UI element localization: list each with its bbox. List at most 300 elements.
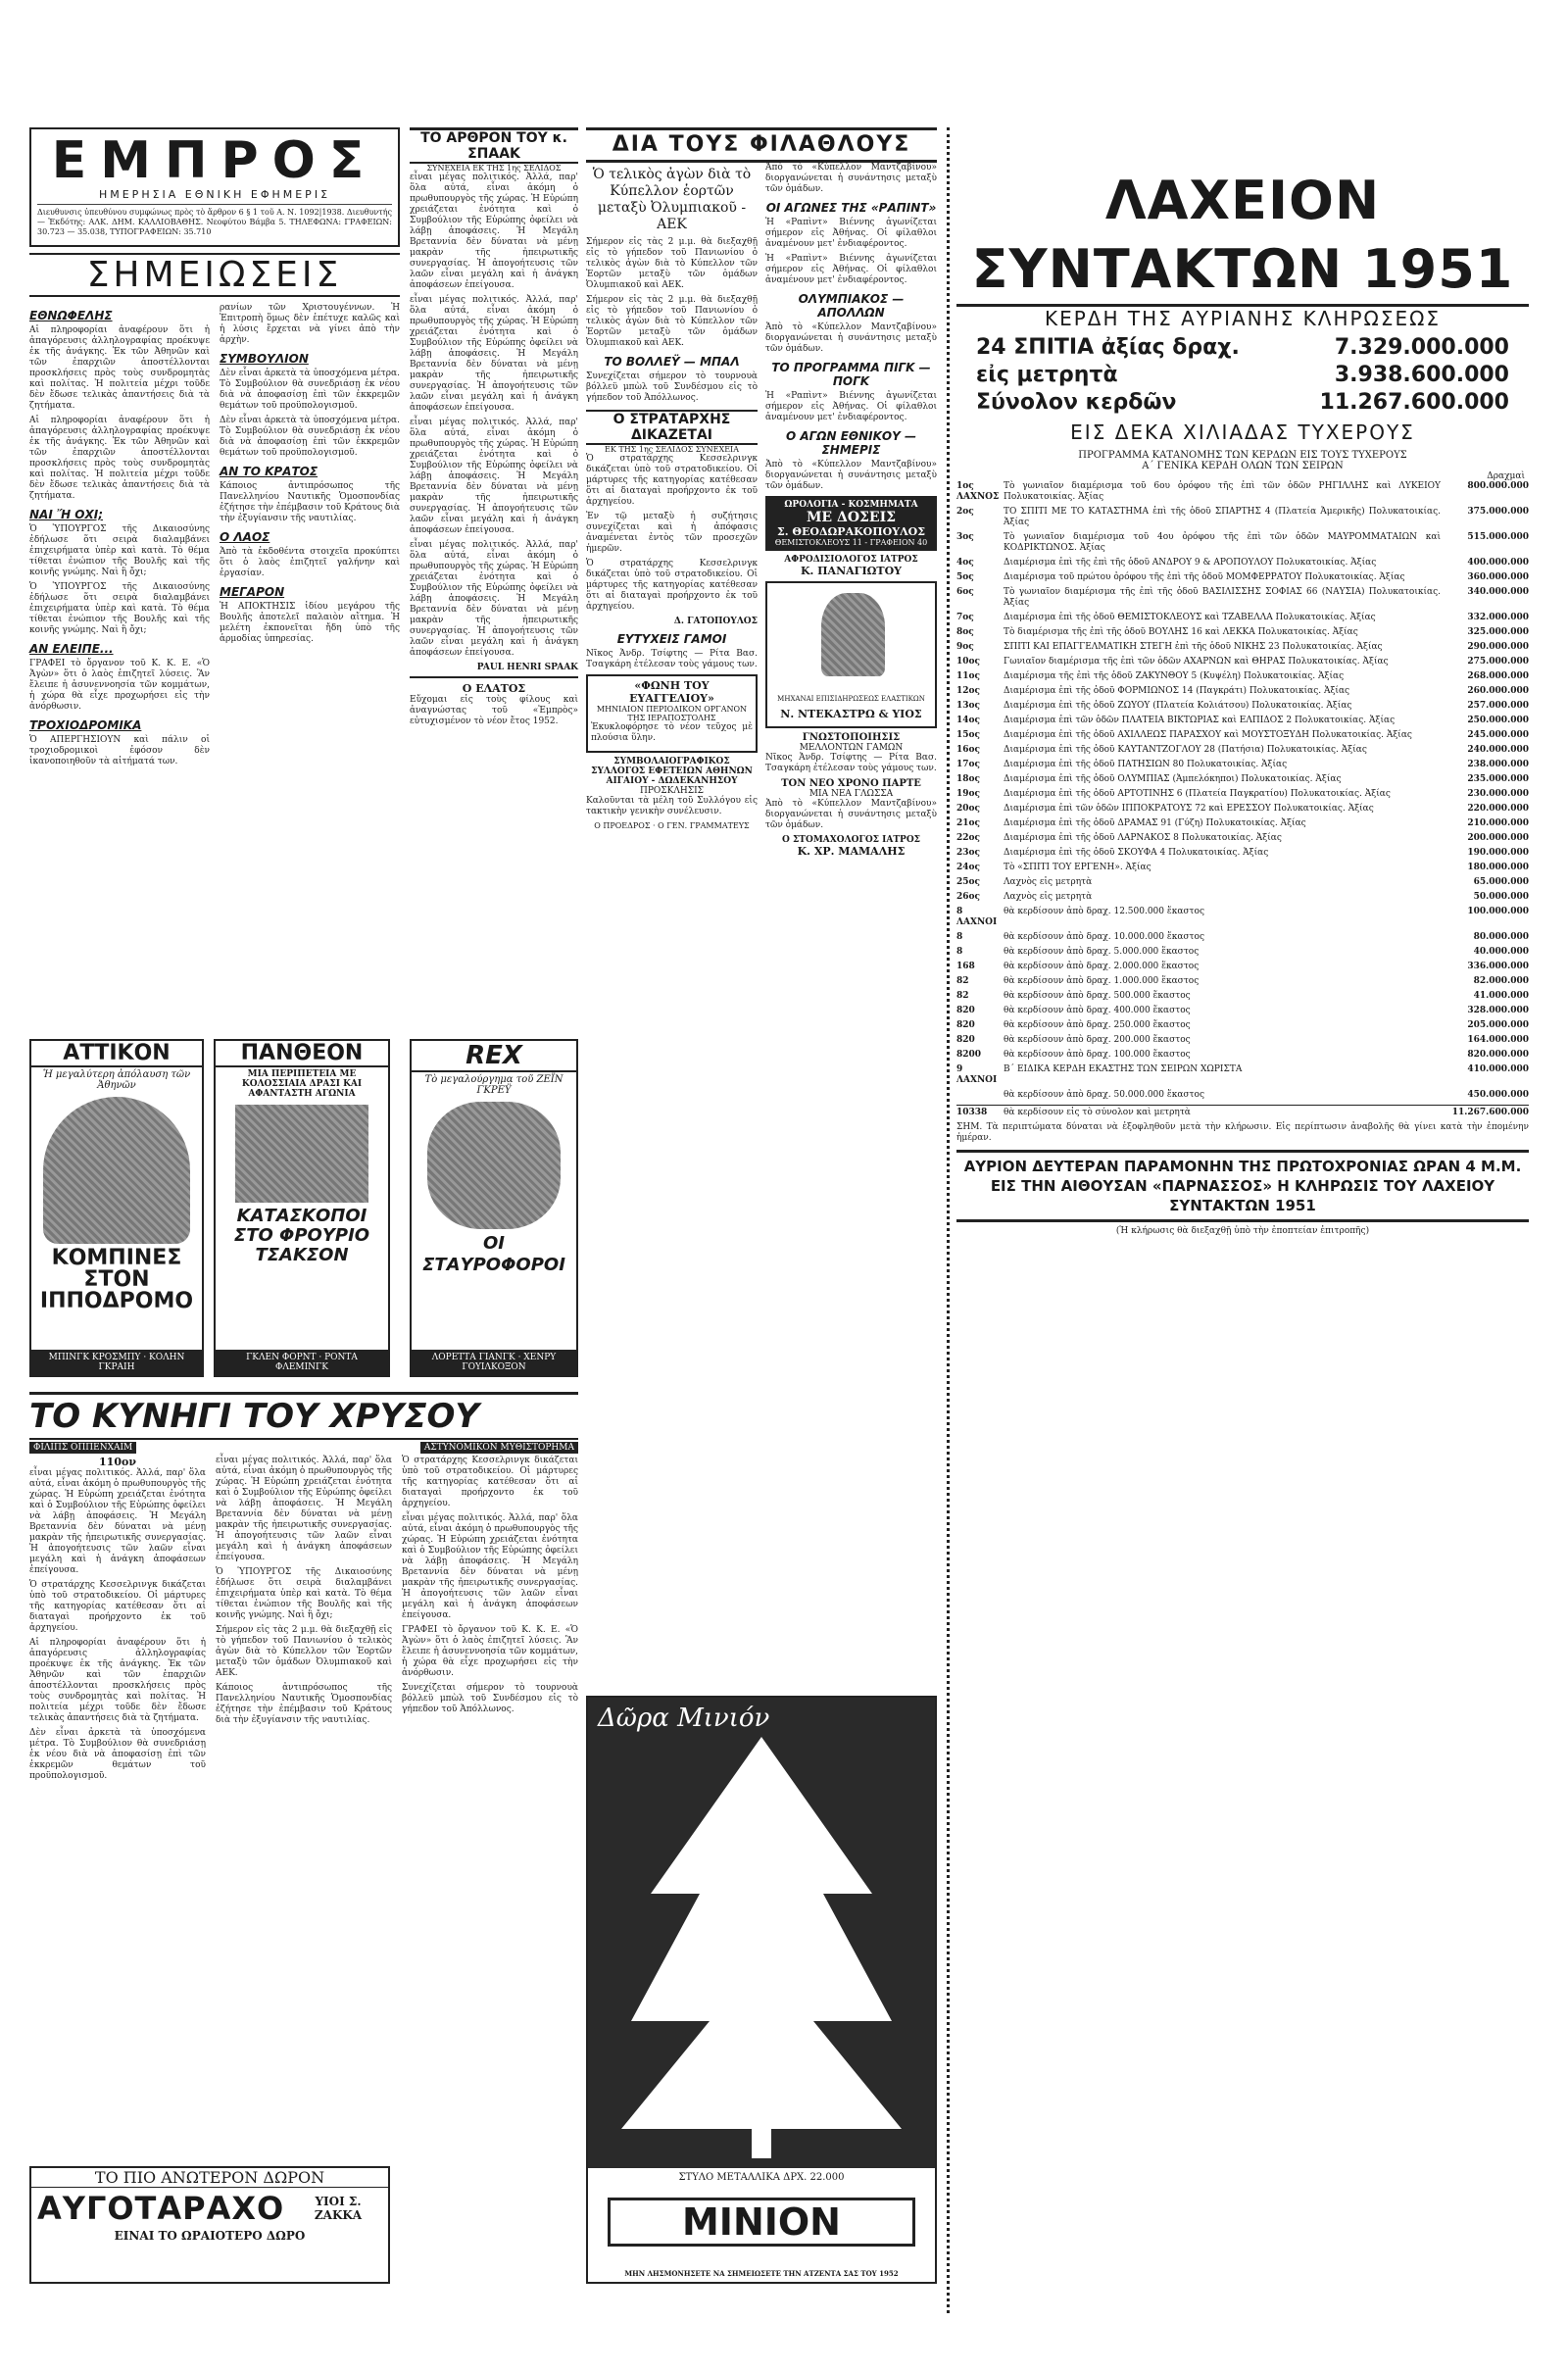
prize-place: 3ος (956, 532, 974, 542)
aygo-top: ΤΟ ΠΙΟ ΑΝΩΤΕΡΟΝ ΔΩΡΟΝ (31, 2168, 388, 2188)
ad-pantheon (214, 1039, 390, 1377)
note-text: Ἀπὸ τὰ ἐκδοθέντα στοιχεῖα προκύπτει ὅτι ὁ λαὸς ἐπιζητεῖ γαλήνην καὶ ἐργασίαν. (220, 547, 400, 578)
prize-place: 11ος (956, 671, 981, 681)
prize-value: 257.000.000 (1467, 701, 1529, 711)
prize-desc: Διαμέρισμα ἐπὶ τῆς ὁδοῦ ΚΑΥΤΑΝΤΖΟΓΛΟΥ 28 (Πατήσια) Πολυκατοικίας. Ἀξίας (1004, 745, 1367, 755)
prize-place: 820 (956, 1035, 975, 1045)
prize-value: 340.000.000 (1467, 587, 1529, 597)
summary-value: 3.938.600.000 (1334, 363, 1509, 387)
prize-row (956, 701, 1529, 712)
prize-list (956, 481, 1529, 1101)
prize-row (956, 745, 1529, 756)
serial-novel (29, 1392, 578, 1786)
note-title: ΜΕΓΑΡΟΝ (220, 585, 285, 599)
aygo-bottom: ΕΙΝΑΙ ΤΟ ΩΡΑΙΟΤΕΡΟ ΔΩΡΟ (114, 2229, 306, 2243)
tire-ad-l2: Ν. ΝΤΕΚΑΣΤΡΩ & ΥΙΟΣ (780, 708, 922, 720)
prize-row (956, 833, 1529, 844)
notice-text: Νῖκος Ἀνδρ. Τσίφτης — Ρίτα Βασ. Τσαγκάρη ἐτέλεσαν τοὺς γάμους των. (765, 753, 937, 773)
total-label: 10338 (956, 1108, 988, 1117)
prize-place: 820 (956, 1006, 975, 1015)
watches-l1: ΩΡΟΛΟΓΙΑ - ΚΟΣΜΗΜΑΤΑ (784, 500, 918, 510)
elatos-title: Ο ΕΛΑΤΟΣ (462, 682, 526, 695)
prize-value: 235.000.000 (1467, 774, 1529, 784)
summary-line (976, 334, 1509, 362)
attikon-stars: ΜΠΙΝΓΚ ΚΡΟΣΜΠΥ · ΚΟΛΗΝ ΓΚΡΑΙΗ (31, 1350, 202, 1375)
total-value: 11.267.600.000 (1451, 1108, 1529, 1117)
note-text: Αἱ πληροφορίαι ἀναφέρουν ὅτι ἡ ἀπαγόρευσις ἀλληλογραφίας προέκυψε ἐκ τῆς ἀνάγκης. Ἐκ τῶν Ἀθηνῶν καὶ τῶν ἐπαρχιῶν ἀποστέλλονται προσκλήσεις πρὸς τοὺς συνδρομητὰς καὶ πολίτας. Ἡ πολιτεία μέχρι τοῦδε δὲν ἔδωσε τελικὰς ἀπαντήσεις διὰ τὰ ζητήματα. (29, 416, 210, 501)
prize-row (956, 760, 1529, 770)
watches-l3: Σ. ΘΕΟΔΩΡΑΚΟΠΟΥΛΟΣ (777, 525, 925, 538)
prize-value: 180.000.000 (1467, 863, 1529, 872)
spaak-text: εἶναι μέγας πολιτικός. Ἀλλά, παρ' ὅλα αὐτά, εἶναι ἀκόμη ὁ πρωθυπουργὸς τῆς χώρας. Ἡ Εὐρώπη χρειάζεται ἑνότητα καὶ ὁ Συμβούλιον τῆς Εὐρώπης ὀφείλει νὰ λάβῃ ἀποφάσεις. Ἡ Μεγάλη Βρεταννία δὲν δύναται νὰ μένῃ μακρὰν τῆς ἠπειρωτικῆς συνεργασίας. Ἡ ἀπογοήτευσις τῶν λαῶν εἶναι μεγάλη καὶ ἡ ἀνάγκη ἀποφάσεων ἐπείγουσα. (410, 540, 578, 658)
prize-desc: Διαμέρισμα ἐπὶ τῆς ἐπὶ τῆς ὁδοῦ ΑΝΔΡΟΥ 9 & ΑΡΟΠΟΥΛΟΥ Πολυκατοικίας. Ἀξίας (1004, 558, 1377, 568)
lottery-column (956, 127, 1529, 1236)
ethnikos-title: Ο ΑΓΩΝ ΕΘΝΙΚΟΥ — ΣΗΜΕΡΙΣ (785, 429, 916, 457)
sports-sub: ΤΟ ΒΟΛΛΕΫ — ΜΠΑΛ (604, 355, 740, 369)
spaak-text: εἶναι μέγας πολιτικός. Ἀλλά, παρ' ὅλα αὐτά, εἶναι ἀκόμη ὁ πρωθυπουργὸς τῆς χώρας. Ἡ Εὐρώπη χρειάζεται ἑνότητα καὶ ὁ Συμβούλιον τῆς Εὐρώπης ὀφείλει νὰ λάβῃ ἀποφάσεις. Ἡ Μεγάλη Βρεταννία δὲν δύναται νὰ μένῃ μακρὰν τῆς ἠπειρωτικῆς συνεργασίας. Ἡ ἀπογοήτευσις τῶν λαῶν εἶναι μεγάλη καὶ ἡ ἀνάγκη ἀποφάσεων ἐπείγουσα. (410, 418, 578, 535)
spaak-heading: ΤΟ ΑΡΘΡΟΝ ΤΟΥ κ. ΣΠΑΑΚ (410, 127, 578, 164)
prize-place: 820 (956, 1020, 975, 1030)
prize-row (956, 1006, 1529, 1016)
sports-lead: Ὁ τελικὸς ἀγὼν διὰ τὸ Κύπελλον ἑορτῶν μεταξὺ Ὀλυμπιακοῦ - ΑΕΚ (592, 167, 752, 232)
prize-desc: Τὸ γωνιαῖον διαμέρισμα τοῦ 6ου ὀρόφου τῆς ἐπὶ τῶν ὁδῶν ΡΗΓΙΛΛΗΣ καὶ ΛΥΚΕΙΟΥ Πολυκατοικίας. Ἀξίας (1004, 481, 1441, 502)
prize-row (956, 1090, 1529, 1101)
serial-text: Συνεχίζεται σήμερον τὸ τουρνουὰ βόλλεϋ μπὼλ τοῦ Συνδέσμου εἰς τὸ γήπεδον τοῦ Ἀπόλλωνος. (402, 1683, 578, 1714)
prize-value: 450.000.000 (1467, 1090, 1529, 1100)
serial-text: εἶναι μέγας πολιτικός. Ἀλλά, παρ' ὅλα αὐτά, εἶναι ἀκόμη ὁ πρωθυπουργὸς τῆς χώρας. Ἡ Εὐρώπη χρειάζεται ἑνότητα καὶ ὁ Συμβούλιον τῆς Εὐρώπης ὀφείλει νὰ λάβῃ ἀποφάσεις. Ἡ Μεγάλη Βρεταννία δὲν δύναται νὰ μένῃ μακρὰν τῆς ἠπειρωτικῆς συνεργασίας. Ἡ ἀπογοήτευσις τῶν λαῶν εἶναι μεγάλη καὶ ἡ ἀνάγκη ἀποφάσεων ἐπείγουσα. (29, 1468, 206, 1575)
prize-value: 260.000.000 (1467, 686, 1529, 696)
lottery-sub: ΚΕΡΔΗ ΤΗΣ ΑΥΡΙΑΝΗΣ ΚΛΗΡΩΣΕΩΣ (1044, 307, 1442, 330)
prize-place: 19ος (956, 789, 981, 799)
prize-place: 4ος (956, 558, 974, 568)
prize-place: 82 (956, 976, 969, 986)
note-title: ΕΘΝΩΦΕΛΗΣ (29, 309, 113, 322)
prize-row (956, 532, 1529, 554)
prize-desc: Τὸ «ΣΠΙΤΙ ΤΟΥ ΕΡΓΕΝΗ». Ἀξίας (1004, 863, 1152, 872)
prize-desc: θὰ κερδίσουν ἀπὸ δραχ. 100.000 ἕκαστος (1004, 1050, 1191, 1060)
prize-desc: Διαμέρισμα ἐπὶ τῆς ὁδοῦ ΑΧΙΛΛΕΩΣ ΠΑΡΑΣΧΟΥ καὶ ΜΟΥΣΤΟΞΥΔΗ Πολυκατοικίας. Ἀξίας (1004, 730, 1412, 740)
prize-row (956, 642, 1529, 653)
prize-place: 14ος (956, 716, 981, 725)
prize-row (956, 947, 1529, 958)
prize-place: 20ος (956, 804, 981, 814)
prize-desc: Διαμέρισμα ἐπὶ τῆς ὁδοῦ ΛΑΡΝΑΚΟΣ 8 Πολυκατοικίας. Ἀξίας (1004, 833, 1282, 843)
prize-place: 8 (956, 932, 963, 942)
notes-col-a (29, 303, 210, 771)
prize-row (956, 481, 1529, 503)
note-title: ΤΡΟΧΙΟΔΡΟΜΙΚΑ (29, 718, 142, 732)
doctor2-name: Κ. ΧΡ. ΜΑΜΑΛΗΣ (797, 845, 906, 858)
language-title: ΤΟΝ ΝΕΟ ΧΡΟΝΟ ΠΑΡΤΕ (781, 778, 921, 789)
prize-place: 21ος (956, 818, 981, 828)
weddings-title: ΕΥΤΥΧΕΙΣ ΓΑΜΟΙ (616, 632, 727, 646)
prize-desc: Τὸ γωνιαῖον διαμέρισμα τοῦ 4ου ὀρόφου τῆς ἐπὶ τῶν ὁδῶν ΜΑΥΡΟΜΜΑΤΑΙΩΝ καὶ ΚΟΔΡΙΚΤΩΝΟΣ. Ἀξίας (1004, 532, 1441, 553)
prize-place: 82 (956, 991, 969, 1001)
prize-desc: Διαμέρισμα τοῦ πρώτου ὀρόφου τῆς ἐπὶ τῆς ὁδοῦ ΜΟΜΦΕΡΡΑΤΟΥ Πολυκατοικίας. Ἀξίας (1004, 572, 1405, 582)
lottery-prog2: Α΄ ΓΕΝΙΚΑ ΚΕΡΔΗ ΟΛΩΝ ΤΩΝ ΣΕΙΡΩΝ (1142, 461, 1344, 471)
prize-place: 13ος (956, 701, 981, 711)
prize-row (956, 962, 1529, 972)
prize-desc: θὰ κερδίσουν ἀπὸ δραχ. 12.500.000 ἕκαστος (1004, 907, 1204, 916)
prize-value: 332.000.000 (1467, 613, 1529, 622)
rex-photo (427, 1102, 561, 1229)
prize-row (956, 730, 1529, 741)
ad-aygotaraxo (29, 2166, 390, 2284)
lottery-foot: (Ἡ κλήρωσις θὰ διεξαχθῇ ὑπὸ τὴν ἐποπτείαν ἐπιτροπῆς) (1115, 1226, 1370, 1236)
serial-text: Ὁ στρατάρχης Κεσσελρινγκ δικάζεται ὑπὸ τοῦ στρατοδικείου. Οἱ μάρτυρες τῆς κατηγορίας κατέθεσαν ὅτι αἱ διαταγαὶ προήρχοντο ἐκ τοῦ ἀρχηγείου. (402, 1456, 578, 1508)
minion-title: Δῶρα Μινιόν (598, 1704, 770, 1733)
lottery-prog: ΠΡΟΓΡΑΜΜΑ ΚΑΤΑΝΟΜΗΣ ΤΩΝ ΚΕΡΔΩΝ ΕΙΣ ΤΟΥΣ ΤΥΧΕΡΟΥΣ (1078, 450, 1407, 461)
prize-place: 8ος (956, 627, 974, 637)
summary-line (976, 362, 1509, 389)
notaries-title: ΣΥΜΒΟΛΑΙΟΓΡΑΦΙΚΟΣ ΣΥΛΛΟΓΟΣ ΕΦΕΤΕΙΩΝ ΑΘΗΝΩΝ ΑΙΓΑΙΟΥ - ΔΩΔΕΚΑΝΗΣΟΥ (591, 757, 753, 786)
prize-value: 40.000.000 (1473, 947, 1529, 957)
prize-desc: Β΄ ΕΙΔΙΚΑ ΚΕΡΔΗ ΕΚΑΣΤΗΣ ΤΩΝ ΣΕΙΡΩΝ ΧΩΡΙΣΤΑ (1004, 1064, 1243, 1074)
marshal-text: Ὁ στρατάρχης Κεσσελρινγκ δικάζεται ὑπὸ τοῦ στρατοδικείου. Οἱ μάρτυρες τῆς κατηγορίας κατέθεσαν ὅτι αἱ διαταγαὶ προήρχοντο ἐκ τοῦ ἀρχηγείου. (586, 559, 758, 612)
prize-desc: Διαμέρισμα ἐπὶ τῆς ὁδοῦ ΘΕΜΙΣΤΟΚΛΕΟΥΣ καὶ ΤΖΑΒΕΛΛΑ Πολυκατοικίας. Ἀξίας (1004, 613, 1376, 622)
prize-place: 9 ΛΑΧΝΟΙ (956, 1064, 998, 1085)
doctor2-title: Ο ΣΤΟΜΑΧΟΛΟΓΟΣ ΙΑΤΡΟΣ (781, 835, 921, 845)
prize-row (956, 848, 1529, 859)
note-text: Δὲν εἶναι ἀρκετὰ τὰ ὑποσχόμενα μέτρα. Τὸ Συμβούλιον θὰ συνεδριάσῃ ἐκ νέου διὰ νὰ ἀποφασίσῃ ἐπὶ τῶν ἐκκρεμῶν θεμάτων τοῦ προϋπολογισμοῦ. (220, 416, 400, 458)
rex-big: ΟΙ ΣΤΑΥΡΟΦΟΡΟΙ (422, 1233, 565, 1275)
prize-desc: Γωνιαῖον διαμέρισμα τῆς ἐπὶ τῶν ὁδῶν ΑΧΑΡΝΩΝ καὶ ΘΗΡΑΣ Πολυκατοικίας. Ἀξίας (1004, 657, 1389, 667)
serial-text: ΓΡΑΦΕΙ τὸ ὄργανον τοῦ Κ. Κ. Ε. «Ὁ Ἀγὼν» ὅτι ὁ λαὸς ἐπιζητεῖ λύσεις. Ἂν ἔλειπε ἡ ἀσυνεννοησία τῶν κομμάτων, ἡ χώρα θὰ εἶχε προχωρήσει εἰς τὴν ἀνόρθωσιν. (402, 1625, 578, 1678)
gospel-ad (586, 674, 758, 753)
note-title: Ο ΛΑΟΣ (220, 530, 270, 544)
prize-desc: θὰ κερδίσουν ἀπὸ δραχ. 500.000 ἕκαστος (1004, 991, 1191, 1001)
gospel-title: «ΦΩΝΗ ΤΟΥ ΕΥΑΓΓΕΛΙΟΥ» (629, 679, 714, 705)
rex-stars: ΛΟΡΕΤΤΑ ΓΙΑΝΓΚ · ΧΕΝΡΥ ΓΟΥΙΛΚΟΞΟΝ (412, 1350, 576, 1375)
prize-row (956, 558, 1529, 568)
prize-value: 820.000.000 (1467, 1050, 1529, 1060)
prize-place: 22ος (956, 833, 981, 843)
prize-value: 328.000.000 (1467, 1006, 1529, 1015)
prize-place: 25ος (956, 877, 981, 887)
prize-place: 7ος (956, 613, 974, 622)
prize-row (956, 976, 1529, 987)
column-spaak-article (410, 127, 578, 731)
watches-l4: ΘΕΜΙΣΤΟΚΛΕΟΥΣ 11 - ΓΡΑΦΕΙΟΝ 40 (774, 538, 928, 547)
total-desc: θὰ κερδίσουν εἰς τὸ σύνολον καὶ μετρητὰ (1004, 1108, 1191, 1117)
language-text: Ἀπὸ τὸ «Κύπελλον Μαντζαβίνου» διοργανώνεται ἡ συνάντησις μεταξὺ τῶν ὁμάδων. (765, 799, 937, 830)
prize-place: 6ος (956, 587, 974, 597)
attikon-tag: Ἡ μεγαλύτερη ἀπόλαυση τῶν Ἀθηνῶν (42, 1069, 191, 1091)
minion-foot: ΜΗΝ ΛΗΣΜΟΝΗΣΕΤΕ ΝΑ ΣΗΜΕΙΩΣΕΤΕ ΤΗΝ ΑΤΖΕΝΤΑ ΣΑΣ ΤΟΥ 1952 (624, 2269, 899, 2278)
prize-value: 325.000.000 (1467, 627, 1529, 637)
note-title: ΣΥΜΒΟΥΛΙΟΝ (220, 352, 309, 366)
prize-desc: Διαμέρισμα ἐπὶ τῆς ὁδοῦ ΟΛΥΜΠΙΑΣ (Ἀμπελόκηποι) Πολυκατοικίας. Ἀξίας (1004, 774, 1342, 784)
prize-place: 168 (956, 962, 975, 971)
prize-desc: Διαμέρισμα ἐπὶ τῶν ὁδῶν ΙΠΠΟΚΡΑΤΟΥΣ 72 καὶ ΕΡΕΣΣΟΥ Πολυκατοικίας. Ἀξίας (1004, 804, 1374, 814)
marshal-author: Δ. ΓΑΤΟΠΟΥΛΟΣ (673, 617, 758, 626)
prize-row (956, 627, 1529, 638)
prize-place: 26ος (956, 892, 981, 902)
ad-rex (410, 1039, 578, 1377)
summary-label: Σύνολον κερδῶν (976, 390, 1177, 415)
prize-desc: θὰ κερδίσουν ἀπὸ δραχ. 200.000 ἕκαστος (1004, 1035, 1191, 1045)
newspaper-page (29, 127, 1529, 2313)
prize-value: 410.000.000 (1467, 1064, 1529, 1074)
marshal-text: Ἐν τῷ μεταξὺ ἡ συζήτησις συνεχίζεται καὶ ἡ ἀπόφασις ἀναμένεται ἐντὸς τῶν προσεχῶν ἡμερῶν. (586, 512, 758, 554)
serial-num: 110ον (99, 1456, 136, 1468)
note-text: Ὁ ΑΠΕΡΓΗΣΙΟΥΝ καὶ πάλιν οἱ τροχιοδρομικοὶ ἐφόσον δὲν ἱκανοποιηθοῦν τὰ αἰτήματά των. (29, 735, 210, 766)
pingpong-text: Ἡ «Ραπὶντ» Βιέννης ἀγωνίζεται σήμερον εἰς Ἀθήνας. Οἱ φίλαθλοι ἀναμένουν μετ' ἐνδιαφέροντος. (765, 391, 937, 422)
attikon-big: ΚΟΜΠΙΝΕΣ ΣΤΟΝ ΙΠΠΟΔΡΟΜΟ (39, 1246, 194, 1313)
prize-desc: θὰ κερδίσουν ἀπὸ δραχ. 10.000.000 ἕκαστος (1004, 932, 1204, 942)
aygo-right: ΥΙΟΙ Σ. ΖΑΚΚΑ (314, 2195, 363, 2222)
match-text: Ἀπὸ τὸ «Κύπελλον Μαντζαβίνου» διοργανώνεται ἡ συνάντησις μεταξὺ τῶν ὁμάδων. (765, 322, 937, 354)
marshal-sub: ΕΚ ΤΗΣ 1ης ΣΕΛΙΔΟΣ ΣΥΝΕΧΕΙΑ (605, 445, 739, 454)
rapid-text: Ἡ «Ραπὶντ» Βιέννης ἀγωνίζεται σήμερον εἰς Ἀθήνας. Οἱ φίλαθλοι ἀναμένουν μετ' ἐνδιαφέροντος. (765, 254, 937, 285)
prize-value: 290.000.000 (1467, 642, 1529, 652)
prize-row (956, 991, 1529, 1002)
prize-value: 336.000.000 (1467, 962, 1529, 971)
ad-minion (586, 1696, 937, 2284)
note-text: Δὲν εἶναι ἀρκετὰ τὰ ὑποσχόμενα μέτρα. Τὸ Συμβούλιον θὰ συνεδριάσῃ ἐκ νέου διὰ νὰ ἀποφασίσῃ ἐπὶ τῶν ἐκκρεμῶν θεμάτων τοῦ προϋπολογισμοῦ. (220, 369, 400, 411)
prize-value: 200.000.000 (1467, 833, 1529, 843)
serial-author: ΦΙΛΙΠΣ ΟΠΠΕΝΧΑΙΜ (29, 1442, 136, 1454)
column-notes (29, 127, 400, 771)
prize-row (956, 1035, 1529, 1046)
pantheon-big: ΚΑΤΑΣΚΟΠΟΙ ΣΤΟ ΦΡΟΥΡΙΟ ΤΣΑΚΣΟΝ (233, 1206, 370, 1265)
attikon-title: ΑΤΤΙΚΟΝ (31, 1041, 202, 1067)
serial-text: Ὁ ὙΠΟΥΡΓΟΣ τῆς Δικαιοσύνης ἐδήλωσε ὅτι σειρὰ διαλαμβάνει ἐπιχειρήματα ὑπὲρ καὶ κατὰ. Τὸ θέμα τίθεται ἐνώπιον τῆς Βουλῆς καὶ τῆς κοινῆς γνώμης. Ναὶ ἢ ὄχι; (216, 1567, 392, 1620)
prize-place: 23ος (956, 848, 981, 858)
marshal-text: Ὁ στρατάρχης Κεσσελρινγκ δικάζεται ὑπὸ τοῦ στρατοδικείου. Οἱ μάρτυρες τῆς κατηγορίας κατέθεσαν ὅτι αἱ διαταγαὶ προήρχοντο ἐκ τοῦ ἀρχηγείου. (586, 454, 758, 507)
prize-row (956, 507, 1529, 528)
language-sub: ΜΙΑ ΝΕΑ ΓΛΩΣΣΑ (808, 789, 894, 799)
pantheon-photo (235, 1105, 368, 1203)
prize-value: 50.000.000 (1473, 892, 1529, 902)
aygo-big: ΑΥΓΟΤΑΡΑΧΟ (37, 2190, 285, 2227)
summary-line (976, 389, 1509, 417)
prize-place: 8200 (956, 1050, 982, 1060)
prize-desc: Λαχνὸς εἰς μετρητὰ (1004, 877, 1093, 887)
minion-tree (588, 1698, 935, 2168)
prize-place: 8 (956, 947, 963, 957)
prize-row (956, 613, 1529, 623)
serial-text: Δὲν εἶναι ἀρκετὰ τὰ ὑποσχόμενα μέτρα. Τὸ Συμβούλιον θὰ συνεδριάσῃ ἐκ νέου διὰ νὰ ἀποφασίσῃ ἐπὶ τῶν ἐκκρεμῶν θεμάτων τοῦ προϋπολογισμοῦ. (29, 1728, 206, 1781)
prize-value: 240.000.000 (1467, 745, 1529, 755)
prize-place: 10ος (956, 657, 981, 667)
elatos-text: Εὔχομαι εἰς τοὺς φίλους καὶ ἀναγνώστας τοῦ «Ἐμπρὸς» εὐτυχισμένον τὸ νέον ἔτος 1952. (410, 695, 578, 726)
prize-value: 238.000.000 (1467, 760, 1529, 769)
prize-value: 82.000.000 (1473, 976, 1529, 986)
prize-value: 515.000.000 (1467, 532, 1529, 542)
lottery-note: ΣΗΜ. Τὰ περιπτώματα δύναται νὰ ἐξοφληθοῦν μετὰ τὴν κλήρωσιν. Εἰς περίπτωσιν ἀναβολῆς θὰ γίνει κατὰ τὴν ἐπομένην ἡμέραν. (956, 1122, 1529, 1143)
sports-heading: ΔΙΑ ΤΟΥΣ ΦΙΛΑΘΛΟΥΣ (586, 127, 937, 163)
prize-place: 12ος (956, 686, 981, 696)
prize-desc: ΤΟ ΣΠΙΤΙ ΜΕ ΤΟ ΚΑΤΑΣΤΗΜΑ ἐπὶ τῆς ὁδοῦ ΣΠΑΡΤΗΣ 4 (Πλατεία Ἀμερικῆς) Πολυκατοικίας. Ἀξίας (1004, 507, 1441, 527)
note-text: ρανίων τῶν Χριστουγέννων. Ἡ Ἐπιτροπὴ ὅμως δὲν ἐπέτυχε καλῶς καὶ ἡ λύσις ἔρχεται νὰ γίνει ἀπὸ τὴν ἀρχὴν. (220, 303, 400, 345)
notice-sub: ΜΕΛΛΟΝΤΩΝ ΓΑΜΩΝ (799, 743, 904, 753)
prize-value: 100.000.000 (1467, 907, 1529, 916)
serial-text: Αἱ πληροφορίαι ἀναφέρουν ὅτι ἡ ἀπαγόρευσις ἀλληλογραφίας προέκυψε ἐκ τῆς ἀνάγκης. Ἐκ τῶν Ἀθηνῶν καὶ τῶν ἐπαρχιῶν ἀποστέλλονται προσκλήσεις πρὸς τοὺς συνδρομητὰς καὶ πολίτας. Ἡ πολιτεία μέχρι τοῦδε δὲν ἔδωσε τελικὰς ἀπαντήσεις διὰ τὰ ζητήματα. (29, 1638, 206, 1723)
prize-value: 360.000.000 (1467, 572, 1529, 582)
serial-text: Κάποιος ἀντιπρόσωπος τῆς Πανελληνίου Ναυτικῆς Ὁμοσπονδίας ἐζήτησε τὴν ἐπέμβασιν τοῦ Κράτους διὰ τὴν ἐξυγίανσιν τῆς ναυτιλίας. (216, 1683, 392, 1725)
serial-label: ΑΣΤΥΝΟΜΙΚΟΝ ΜΥΘΙΣΤΟΡΗΜΑ (420, 1442, 578, 1454)
prize-row (956, 804, 1529, 815)
prize-value: 268.000.000 (1467, 671, 1529, 681)
prize-place: 9ος (956, 642, 974, 652)
tire-ad-l1: ΜΗΧΑΝΑΙ ΕΠΙΣΙΔΗΡΩΣΕΩΣ ΕΛΑΣΤΙΚΩΝ (777, 695, 925, 703)
prize-row (956, 863, 1529, 873)
prize-place: 18ος (956, 774, 981, 784)
prize-desc: Λαχνὸς εἰς μετρητὰ (1004, 892, 1093, 902)
prize-desc: Διαμέρισμα τῆς ἐπὶ τῆς ὁδοῦ ΖΑΚΥΝΘΟΥ 5 (Κυψέλη) Πολυκατοικίας. Ἀξίας (1004, 671, 1345, 681)
note-text: Ἡ ΑΠΟΚΤΗΣΙΣ ἰδίου μεγάρου τῆς Βουλῆς ἀποτελεῖ παλαιὸν αἴτημα. Ἡ μελέτη ἐκπονεῖται ἤδη ὑπὸ τῆς ἁρμοδίας ὑπηρεσίας. (220, 602, 400, 644)
prize-value: 41.000.000 (1473, 991, 1529, 1001)
prize-row (956, 789, 1529, 800)
prize-place: 1ος ΛΑΧΝΟΣ (956, 481, 1000, 502)
serial-text: εἶναι μέγας πολιτικός. Ἀλλά, παρ' ὅλα αὐτά, εἶναι ἀκόμη ὁ πρωθυπουργὸς τῆς χώρας. Ἡ Εὐρώπη χρειάζεται ἑνότητα καὶ ὁ Συμβούλιον τῆς Εὐρώπης ὀφείλει νὰ λάβῃ ἀποφάσεις. Ἡ Μεγάλη Βρεταννία δὲν δύναται νὰ μένῃ μακρὰν τῆς ἠπειρωτικῆς συνεργασίας. Ἡ ἀπογοήτευσις τῶν λαῶν εἶναι μεγάλη καὶ ἡ ἀνάγκη ἀποφάσεων ἐπείγουσα. (216, 1456, 392, 1562)
watches-l2: ΜΕ ΔΟΣΕΙΣ (806, 510, 897, 525)
masthead-title: ΕΜΠΡΟΣ (51, 131, 378, 190)
sports-text: Σήμερον εἰς τὰς 2 μ.μ. θὰ διεξαχθῇ εἰς τὸ γήπεδον τοῦ Πανιωνίου ὁ τελικὸς ἀγὼν διὰ τὸ Κύπελλον τῶν Ἑορτῶν μεταξὺ τῶν ὁμάδων Ὀλυμπιακοῦ καὶ ΑΕΚ. (586, 295, 758, 348)
prize-desc: θὰ κερδίσουν ἀπὸ δραχ. 5.000.000 ἕκαστος (1004, 947, 1200, 957)
prize-row (956, 932, 1529, 943)
prize-row (956, 892, 1529, 903)
prize-place: 5ος (956, 572, 974, 582)
serial-text: Σήμερον εἰς τὰς 2 μ.μ. θὰ διεξαχθῇ εἰς τὸ γήπεδον τοῦ Πανιωνίου ὁ τελικὸς ἀγὼν διὰ τὸ Κύπελλον τῶν Ἑορτῶν μεταξὺ τῶν ὁμάδων Ὀλυμπιακοῦ καὶ ΑΕΚ. (216, 1625, 392, 1678)
serial-title: ΤΟ ΚΥΝΗΓΙ ΤΟΥ ΧΡΥΣΟΥ (29, 1392, 578, 1440)
prize-desc: Διαμέρισμα ἐπὶ τῶν ὁδῶν ΠΛΑΤΕΙΑ ΒΙΚΤΩΡΙΑΣ καὶ ΕΛΠΙΔΟΣ 2 Πολυκατοικίας. Ἀξίας (1004, 716, 1396, 725)
prize-place: 24ος (956, 863, 981, 872)
prize-row (956, 1020, 1529, 1031)
sports-text-right: Ἀπὸ τὸ «Κύπελλον Μαντζαβίνου» διοργανώνεται ἡ συνάντησις μεταξὺ τῶν ὁμάδων. (765, 163, 937, 194)
notice-title: ΓΝΩΣΤΟΠΟΙΗΣΙΣ (802, 732, 901, 743)
watches-ad (765, 496, 937, 551)
serial-text: Ὁ στρατάρχης Κεσσελρινγκ δικάζεται ὑπὸ τοῦ στρατοδικείου. Οἱ μάρτυρες τῆς κατηγορίας κατέθεσαν ὅτι αἱ διαταγαὶ προήρχοντο ἐκ τοῦ ἀρχηγείου. (29, 1580, 206, 1633)
prize-value: 400.000.000 (1467, 558, 1529, 568)
lottery-border (947, 127, 950, 2313)
notaries-sig: Ο ΠΡΟΕΔΡΟΣ · Ο ΓΕΝ. ΓΡΑΜΜΑΤΕΥΣ (594, 821, 750, 830)
doctor1-name: Κ. ΠΑΝΑΓΙΩΤΟΥ (800, 565, 903, 577)
prize-value: 205.000.000 (1467, 1020, 1529, 1030)
prize-row (956, 1064, 1529, 1086)
serial-text: εἶναι μέγας πολιτικός. Ἀλλά, παρ' ὅλα αὐτά, εἶναι ἀκόμη ὁ πρωθυπουργὸς τῆς χώρας. Ἡ Εὐρώπη χρειάζεται ἑνότητα καὶ ὁ Συμβούλιον τῆς Εὐρώπης ὀφείλει νὰ λάβῃ ἀποφάσεις. Ἡ Μεγάλη Βρεταννία δὲν δύναται νὰ μένῃ μακρὰν τῆς ἠπειρωτικῆς συνεργασίας. Ἡ ἀπογοήτευσις τῶν λαῶν εἶναι μεγάλη καὶ ἡ ἀνάγκη ἀποφάσεων ἐπείγουσα. (402, 1513, 578, 1620)
rex-tag: Τὸ μεγαλούργημα τοῦ ΖΕΪΝ ΓΚΡΕΫ (424, 1074, 564, 1096)
masthead-info: Διευθυνσις ὑπευθύνου συμφώνως πρὸς τὸ ἄρθρον 6 § 1 τοῦ Α. Ν. 1092|1938. Διευθυντής — Ἐκδότης: ΑΛΚ. ΔΗΜ. ΚΑΛΛΙΟΒΑΘΗΣ. Νεοφύτου Βάμβα 5. ΤΗΛΕΦΩΝΑ: ΓΡΑΦΕΙΩΝ: 30.723 — 35.038, ΤΥΠΟΓΡΑΦΕΙΩΝ: 35.710 (37, 208, 392, 236)
summary-value: 11.267.600.000 (1319, 390, 1509, 415)
tire-ad (765, 581, 937, 728)
masthead-subtitle: ΗΜΕΡΗΣΙΑ ΕΘΝΙΚΗ ΕΦΗΜΕΡΙΣ (98, 188, 331, 201)
gospel-text: Ἐκυκλοφόρησε τὸ νέον τεῦχος μὲ πλούσια ὕλην. (591, 722, 753, 743)
prize-desc: θὰ κερδίσουν ἀπὸ δραχ. 2.000.000 ἕκαστος (1004, 962, 1200, 971)
lottery-currency: Δραχμαὶ (1487, 471, 1525, 481)
rapid-title: ΟΙ ΑΓΩΝΕΣ ΤΗΣ «ΡΑΠΙΝΤ» (765, 201, 937, 215)
column-sports (586, 127, 937, 858)
prize-row (956, 716, 1529, 726)
tire-ad-image (821, 593, 885, 676)
prize-row (956, 572, 1529, 583)
prize-row (956, 1050, 1529, 1061)
note-text: Ὁ ὙΠΟΥΡΓΟΣ τῆς Δικαιοσύνης ἐδήλωσε ὅτι σειρὰ διαλαμβάνει ἐπιχειρήματα ὑπὲρ καὶ κατὰ. Τὸ θέμα τίθεται ἐνώπιον τῆς Βουλῆς καὶ τῆς κοινῆς γνώμης. Ναὶ ἢ ὄχι; (29, 582, 210, 635)
prize-desc: Διαμέρισμα ἐπὶ τῆς ὁδοῦ ΖΩΥΟΥ (Πλατεία Κολιάτσου) Πολυκατοικίας. Ἀξίας (1004, 701, 1352, 711)
spaak-author: PAUL HENRI SPAAK (476, 663, 578, 672)
note-title: ΝΑΙ Ἤ ΟΧΙ; (29, 508, 104, 521)
prize-place: 15ος (956, 730, 981, 740)
note-text: Κάποιος ἀντιπρόσωπος τῆς Πανελληνίου Ναυτικῆς Ὁμοσπονδίας ἐζήτησε τὴν ἐπέμβασιν τοῦ Κράτους διὰ τὴν ἐξυγίανσιν τῆς ναυτιλίας. (220, 481, 400, 523)
prize-place: 17ος (956, 760, 981, 769)
prize-desc: ΣΠΙΤΙ ΚΑΙ ΕΠΑΓΓΕΛΜΑΤΙΚΗ ΣΤΕΓΗ ἐπὶ τῆς ὁδοῦ ΝΙΚΗΣ 23 Πολυκατοικίας. Ἀξίας (1004, 642, 1383, 652)
note-text: ΓΡΑΦΕΙ τὸ ὄργανον τοῦ Κ. Κ. Ε. «Ὁ Ἀγὼν» ὅτι ὁ λαὸς ἐπιζητεῖ λύσεις. Ἂν ἔλειπε ἡ ἀσυνεννοησία τῶν κομμάτων, ἡ χώρα θὰ εἶχε προχωρήσει εἰς τὴν ἀνόρθωσιν. (29, 659, 210, 712)
prize-desc: Διαμέρισμα ἐπὶ τῆς ὁδοῦ ΠΑΤΗΣΙΩΝ 80 Πολυκατοικίας. Ἀξίας (1004, 760, 1288, 769)
prize-value: 800.000.000 (1467, 481, 1529, 491)
prize-value: 65.000.000 (1473, 877, 1529, 887)
doctor1-title: ΑΦΡΟΔΙΣΙΟΛΟΓΟΣ ΙΑΤΡΟΣ (784, 555, 918, 565)
notaries-text: Καλοῦνται τὰ μέλη τοῦ Συλλόγου εἰς τακτικὴν γενικὴν συνέλευσιν. (586, 796, 758, 816)
prize-value: 250.000.000 (1467, 716, 1529, 725)
lottery-banner: ΑΥΡΙΟΝ ΔΕΥΤΕΡΑΝ ΠΑΡΑΜΟΝΗΝ ΤΗΣ ΠΡΩΤΟΧΡΟΝΙΑΣ ΩΡΑΝ 4 Μ.Μ. ΕΙΣ ΤΗΝ ΑΙΘΟΥΣΑΝ «ΠΑΡΝΑΣΣΟΣ» Η ΚΛΗΡΩΣΙΣ ΤΟΥ ΛΑΧΕΙΟΥ ΣΥΝΤΑΚΤΩΝ 1951 (956, 1150, 1529, 1222)
pantheon-tag: ΜΙΑ ΠΕΡΙΠΕΤΕΙΑ ΜΕ ΚΟΛΟΣΣΙΑΙΑ ΔΡΑΣΙ ΚΑΙ ΑΦΑΝΤΑΣΤΗ ΑΓΩΝΙΑ (241, 1069, 363, 1099)
ethnikos-text: Ἀπὸ τὸ «Κύπελλον Μαντζαβίνου» διοργανώνεται ἡ συνάντησις μεταξὺ τῶν ὁμάδων. (765, 460, 937, 491)
masthead (29, 127, 400, 247)
prize-row (956, 671, 1529, 682)
ad-attikon (29, 1039, 204, 1377)
prize-desc: θὰ κερδίσουν ἀπὸ δραχ. 50.000.000 ἕκαστος (1004, 1090, 1204, 1100)
prize-desc: θὰ κερδίσουν ἀπὸ δραχ. 1.000.000 ἕκαστος (1004, 976, 1200, 986)
spaak-text: εἶναι μέγας πολιτικός. Ἀλλά, παρ' ὅλα αὐτά, εἶναι ἀκόμη ὁ πρωθυπουργὸς τῆς χώρας. Ἡ Εὐρώπη χρειάζεται ἑνότητα καὶ ὁ Συμβούλιον τῆς Εὐρώπης ὀφείλει νὰ λάβῃ ἀποφάσεις. Ἡ Μεγάλη Βρεταννία δὲν δύναται νὰ μένῃ μακρὰν τῆς ἠπειρωτικῆς συνεργασίας. Ἡ ἀπογοήτευσις τῶν λαῶν εἶναι μεγάλη καὶ ἡ ἀνάγκη ἀποφάσεων ἐπείγουσα. (410, 295, 578, 413)
match-title: ΟΛΥΜΠΙΑΚΟΣ — ΑΠΟΛΛΩΝ (798, 292, 905, 320)
minion-brand: ΜΙΝΙΟΝ (608, 2198, 915, 2247)
prize-row (956, 907, 1529, 928)
prize-value: 80.000.000 (1473, 932, 1529, 942)
prize-desc: Διαμέρισμα ἐπὶ τῆς ὁδοῦ ΔΡΑΜΑΣ 91 (Γύζη) Πολυκατοικίας. Ἀξίας (1004, 818, 1306, 828)
rapid-text: Ἡ «Ραπὶντ» Βιέννης ἀγωνίζεται σήμερον εἰς Ἀθήνας. Οἱ φίλαθλοι ἀναμένουν μετ' ἐνδιαφέροντος. (765, 218, 937, 249)
summary-value: 7.329.000.000 (1334, 335, 1509, 360)
note-text: Ὁ ὙΠΟΥΡΓΟΣ τῆς Δικαιοσύνης ἐδήλωσε ὅτι σειρὰ διαλαμβάνει ἐπιχειρήματα ὑπὲρ καὶ κατὰ. Τὸ θέμα τίθεται ἐνώπιον τῆς Βουλῆς καὶ τῆς κοινῆς γνώμης. Ναὶ ἢ ὄχι; (29, 524, 210, 577)
prize-value: 230.000.000 (1467, 789, 1529, 799)
pantheon-title: ΠΑΝΘΕΟΝ (216, 1041, 388, 1067)
prize-desc: Διαμέρισμα ἐπὶ τῆς ὁδοῦ ΑΡΤΟΤΙΝΗΣ 6 (Πλατεία Παγκρατίου) Πολυκατοικίας. Ἀξίας (1004, 789, 1391, 799)
rex-title: REX (412, 1041, 576, 1072)
prize-desc: Διαμέρισμα ἐπὶ τῆς ὁδοῦ ΦΟΡΜΙΩΝΟΣ 14 (Παγκράτι) Πολυκατοικίας. Ἀξίας (1004, 686, 1350, 696)
gospel-sub: ΜΗΝΙΑΙΟΝ ΠΕΡΙΟΔΙΚΟΝ ΟΡΓΑΝΟΝ ΤΗΣ ΙΕΡΑΠΟΣΤΟΛΗΣ (596, 705, 748, 722)
lottery-title: ΛΑΧΕΙΟΝ ΣΥΝΤΑΚΤΩΝ 1951 (956, 167, 1529, 307)
note-text: Αἱ πληροφορίαι ἀναφέρουν ὅτι ἡ ἀπαγόρευσις ἀλληλογραφίας προέκυψε ἐκ τῆς ἀνάγκης. Ἐκ τῶν Ἀθηνῶν καὶ τῶν ἐπαρχιῶν ἀποστέλλονται προσκλήσεις πρὸς τοὺς συνδρομητὰς καὶ πολίτας. Ἡ πολιτεία μέχρι τοῦδε δὲν ἔδωσε τελικὰς ἀπαντήσεις διὰ τὰ ζητήματα. (29, 325, 210, 411)
prize-place: 16ος (956, 745, 981, 755)
minion-text: ΣΤΥΛΟ ΜΕΤΑΛΛΙΚΑ ΔΡΧ. 22.000 (678, 2172, 845, 2183)
prize-row (956, 657, 1529, 667)
lottery-summary (956, 330, 1529, 420)
weddings-text: Νῖκος Ἀνδρ. Τσίφτης — Ρίτα Βασ. Τσαγκάρη ἐτέλεσαν τοὺς γάμους των. (586, 649, 758, 669)
prize-total (956, 1105, 1529, 1118)
spaak-text: εἶναι μέγας πολιτικός. Ἀλλά, παρ' ὅλα αὐτά, εἶναι ἀκόμη ὁ πρωθυπουργὸς τῆς χώρας. Ἡ Εὐρώπη χρειάζεται ἑνότητα καὶ ὁ Συμβούλιον τῆς Εὐρώπης ὀφείλει νὰ λάβῃ ἀποφάσεις. Ἡ Μεγάλη Βρεταννία δὲν δύναται νὰ μένῃ μακρὰν τῆς ἠπειρωτικῆς συνεργασίας. Ἡ ἀπογοήτευσις τῶν λαῶν εἶναι μεγάλη καὶ ἡ ἀνάγκη ἀποφάσεων ἐπείγουσα. (410, 173, 578, 290)
notes-col-b (220, 303, 400, 771)
prize-place: 2ος (956, 507, 974, 517)
prize-value: 210.000.000 (1467, 818, 1529, 828)
prize-desc: θὰ κερδίσουν ἀπὸ δραχ. 400.000 ἕκαστος (1004, 1006, 1191, 1015)
pingpong-title: ΤΟ ΠΡΟΓΡΑΜΜΑ ΠΙΓΚ — ΠΟΓΚ (771, 361, 931, 388)
prize-value: 164.000.000 (1467, 1035, 1529, 1045)
prize-row (956, 774, 1529, 785)
sports-text: Σήμερον εἰς τὰς 2 μ.μ. θὰ διεξαχθῇ εἰς τὸ γήπεδον τοῦ Πανιωνίου ὁ τελικὸς ἀγὼν διὰ τὸ Κύπελλον τῶν Ἑορτῶν μεταξὺ τῶν ὁμάδων Ὀλυμπιακοῦ καὶ ΑΕΚ. (586, 237, 758, 290)
prize-desc: Τὸ γωνιαῖον διαμέρισμα τῆς ἐπὶ τῆς ὁδοῦ ΒΑΣΙΛΙΣΣΗΣ ΣΟΦΙΑΣ 66 (ΝΑΥΣΙΑ) Πολυκατοικίας. Ἀξίας (1004, 587, 1441, 608)
note-title: ΑΝ ΕΛΕΙΠΕ... (29, 642, 114, 656)
prize-desc: Διαμέρισμα ἐπὶ τῆς ὁδοῦ ΣΚΟΥΦΑ 4 Πολυκατοικίας. Ἀξίας (1004, 848, 1269, 858)
pantheon-stars: ΓΚΛΕΝ ΦΟΡΝΤ · ΡΟΝΤΑ ΦΛΕΜΙΝΓΚ (216, 1350, 388, 1375)
note-title: ΑΝ ΤΟ ΚΡΑΤΟΣ (220, 465, 318, 478)
notaries-sub: ΠΡΟΣΚΛΗΣΙΣ (640, 786, 704, 796)
prize-desc: θὰ κερδίσουν ἀπὸ δραχ. 250.000 ἕκαστος (1004, 1020, 1191, 1030)
marshal-heading: Ο ΣΤΡΑΤΑΡΧΗΣ ΔΙΚΑΖΕΤΑΙ (586, 410, 758, 445)
sports-text: Συνεχίζεται σήμερον τὸ τουρνουὰ βόλλεϋ μπὼλ τοῦ Συνδέσμου εἰς τὸ γήπεδον τοῦ Ἀπόλλωνος. (586, 371, 758, 403)
spaak-sub: ΣΥΝΕΧΕΙΑ ΕΚ ΤΗΣ 1ης ΣΕΛΙΔΟΣ (426, 164, 562, 173)
summary-label: εἰς μετρητὰ (976, 363, 1118, 387)
prize-value: 245.000.000 (1467, 730, 1529, 740)
